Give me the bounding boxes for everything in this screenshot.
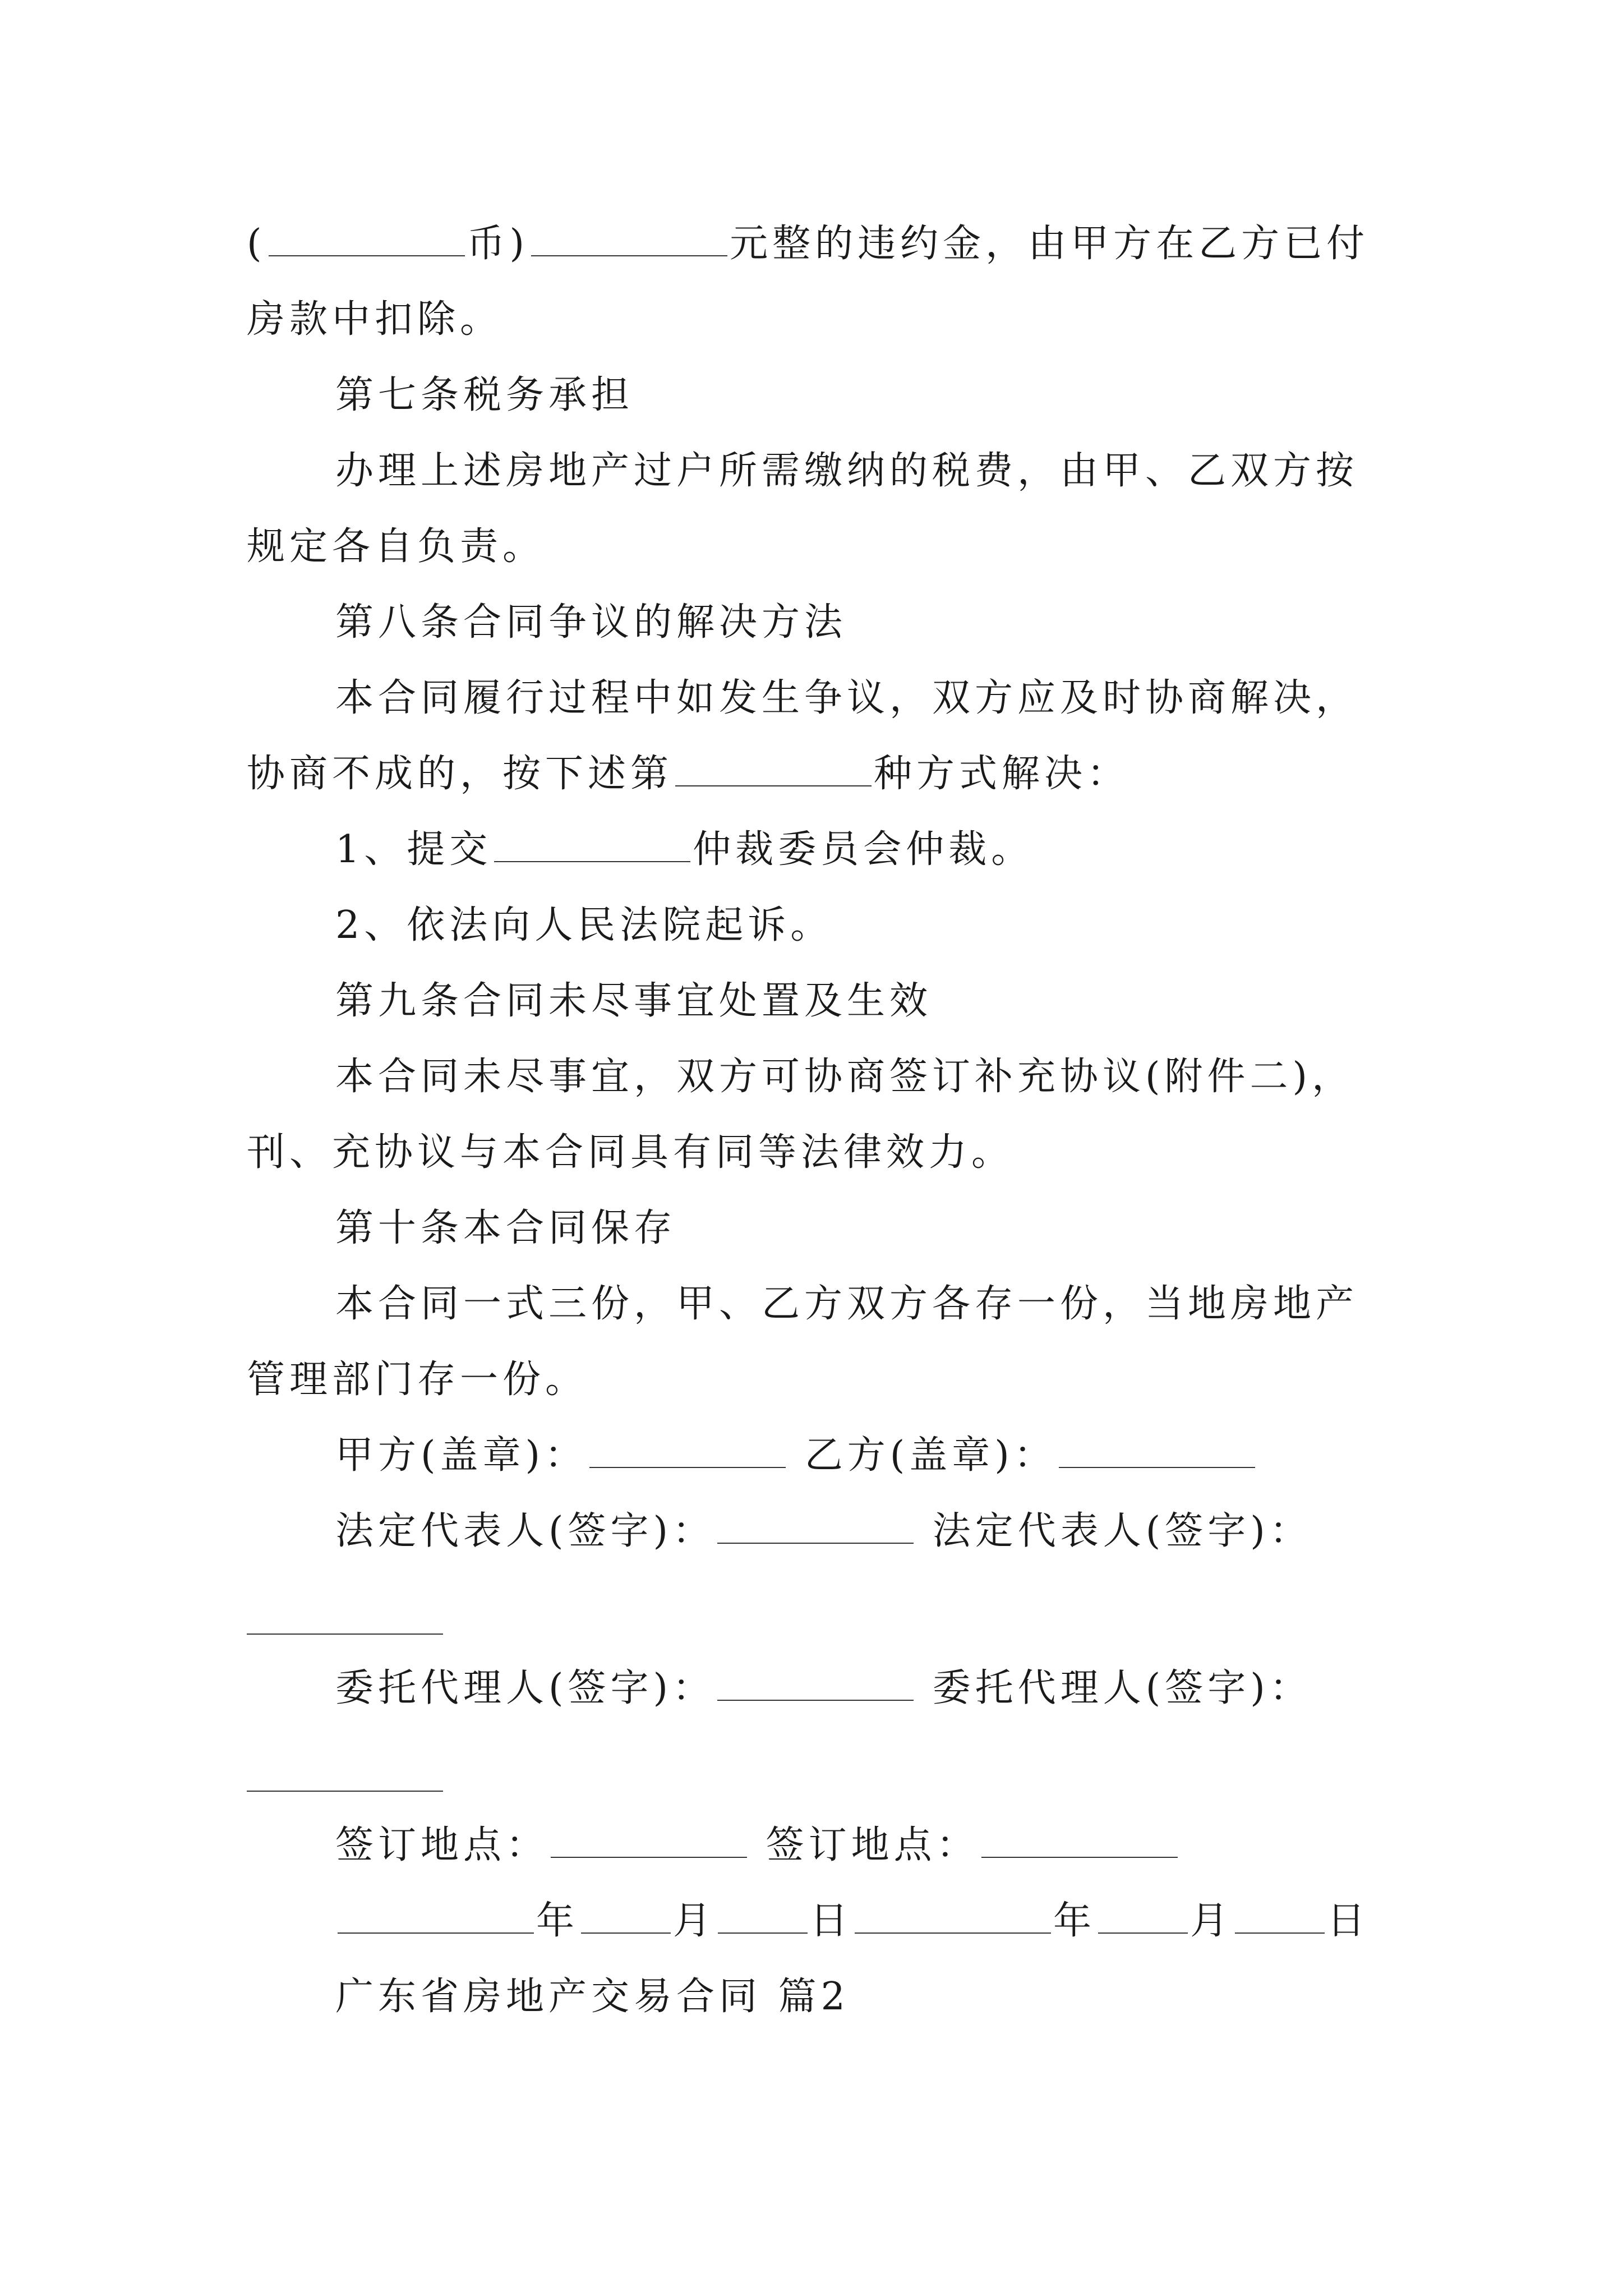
place-b-label: 签订地点： bbox=[766, 1823, 979, 1867]
blank-field bbox=[269, 223, 465, 256]
article-10-title: 第十条本合同保存 bbox=[335, 1206, 677, 1250]
year-label: 年 bbox=[536, 1899, 579, 1943]
blank-field bbox=[247, 1634, 443, 1635]
party-a-label: 甲方(盖章)： bbox=[335, 1433, 588, 1478]
article-7-title: 第七条税务承担 bbox=[335, 373, 634, 417]
year-label: 年 bbox=[1053, 1899, 1096, 1943]
blank-field bbox=[1235, 1900, 1325, 1934]
signing-place-line bbox=[335, 1820, 1180, 1871]
paragraph-line: 管理部门存一份。 bbox=[247, 1358, 588, 1402]
month-label: 月 bbox=[1190, 1899, 1233, 1943]
paragraph-line: 本合同履行过程中如发生争议，双方应及时协商解决， bbox=[335, 676, 1359, 720]
text-line bbox=[247, 219, 1369, 269]
blank-field bbox=[551, 1824, 747, 1858]
legal-rep-a-label: 法定代表人(签字)： bbox=[335, 1509, 716, 1553]
section-heading: 广东省房地产交易合同 篇2 bbox=[335, 1975, 850, 2019]
paragraph-line: 刊、充协议与本合同具有同等法律效力。 bbox=[247, 1130, 1015, 1175]
party-b-label: 乙方(盖章)： bbox=[804, 1433, 1057, 1478]
blank-field bbox=[247, 1791, 443, 1792]
date-line bbox=[335, 1896, 1370, 1947]
paragraph-line: 办理上述房地产过户所需缴纳的税费，由甲、乙双方按 bbox=[335, 449, 1359, 493]
text-fragment: 仲裁委员会仲裁。 bbox=[693, 827, 1034, 872]
day-label: 日 bbox=[1327, 1899, 1370, 1943]
blank-field bbox=[494, 829, 690, 862]
month-label: 月 bbox=[673, 1899, 716, 1943]
paragraph-line: 本合同一式三份，甲、乙方双方各存一份，当地房地产 bbox=[335, 1282, 1359, 1326]
text-line: 房款中扣除。 bbox=[247, 297, 503, 342]
blank-field bbox=[581, 1900, 671, 1934]
day-label: 日 bbox=[810, 1899, 853, 1943]
blank-field bbox=[855, 1900, 1051, 1934]
blank-field bbox=[1059, 1434, 1255, 1468]
blank-field bbox=[338, 1900, 534, 1934]
signature-party-line bbox=[335, 1430, 1257, 1481]
blank-field bbox=[981, 1824, 1178, 1858]
text-fragment: 币) bbox=[467, 222, 529, 266]
article-9-title: 第九条合同未尽事宜处置及生效 bbox=[335, 979, 933, 1023]
blank-field bbox=[531, 223, 727, 256]
blank-field bbox=[675, 753, 872, 786]
agent-a-label: 委托代理人(签字)： bbox=[335, 1666, 716, 1710]
place-a-label: 签订地点： bbox=[335, 1823, 549, 1867]
option-line bbox=[335, 825, 1034, 875]
blank-field bbox=[717, 1510, 914, 1544]
agent-line bbox=[335, 1663, 1312, 1714]
legal-rep-b-label: 法定代表人(签字)： bbox=[932, 1509, 1312, 1553]
agent-b-label: 委托代理人(签字)： bbox=[932, 1666, 1312, 1710]
blank-field bbox=[589, 1434, 786, 1468]
legal-rep-line bbox=[335, 1506, 1312, 1557]
paragraph-line bbox=[247, 749, 1129, 799]
blank-field bbox=[1098, 1900, 1188, 1934]
paragraph-line: 本合同未尽事宜，双方可协商签订补充协议(附件二)， bbox=[335, 1055, 1355, 1099]
blank-field bbox=[717, 1667, 914, 1701]
option-line: 2、依法向人民法院起诉。 bbox=[335, 903, 833, 947]
article-8-title: 第八条合同争议的解决方法 bbox=[335, 600, 847, 645]
blank-field bbox=[718, 1900, 808, 1934]
text-fragment: 种方式解决： bbox=[874, 752, 1130, 796]
text-fragment: ( bbox=[247, 222, 266, 266]
text-fragment: 1、提交 bbox=[335, 827, 492, 872]
paragraph-line: 规定各自负责。 bbox=[247, 524, 546, 569]
text-fragment: 协商不成的，按下述第 bbox=[247, 752, 674, 796]
text-fragment: 元整的违约金，由甲方在乙方已付 bbox=[730, 222, 1370, 266]
